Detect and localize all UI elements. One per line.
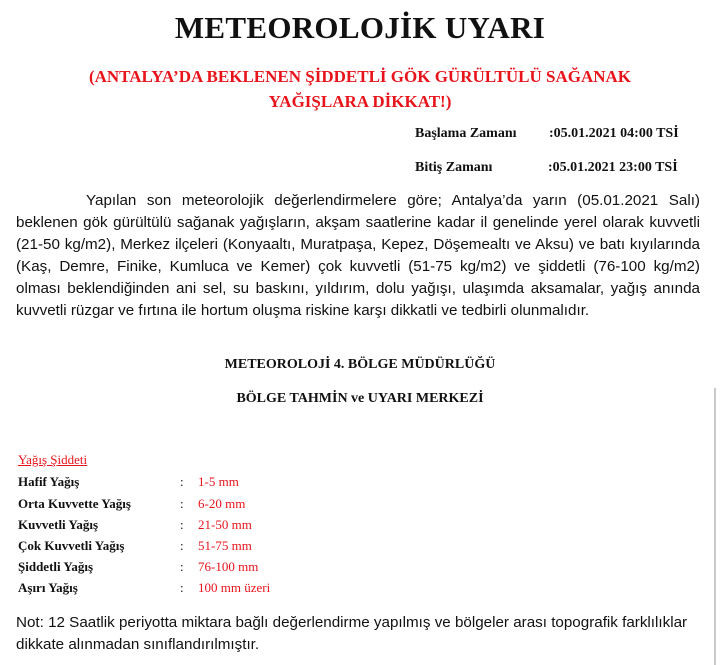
legend-row-name: Kuvvetli Yağış [18,517,99,532]
legend-row-range: 51-75 mm [198,538,252,553]
legend-row-separator: : [180,580,184,595]
legend-row-separator: : [180,559,184,574]
legend-row-name: Çok Kuvvetli Yağış [18,538,125,553]
legend-row-name: Aşırı Yağış [18,580,78,595]
start-time-value: :05.01.2021 04:00 TSİ [549,126,679,141]
warning-subtitle: (ANTALYA’DA BEKLENEN ŞİDDETLİ GÖK GÜRÜLTÜLÜ SAĞANAK YAĞIŞLARA DİKKAT!) [88,67,632,111]
end-time-label: Bitiş Zamanı [415,160,493,175]
organization-department: BÖLGE TAHMİN ve UYARI MERKEZİ [236,391,484,406]
legend-row-range: 100 mm üzeri [198,580,271,595]
legend-row-separator: : [180,496,184,511]
legend-row-range: 21-50 mm [198,517,252,532]
legend-row-range: 6-20 mm [198,496,246,511]
legend-row-name: Şiddetli Yağış [18,559,94,574]
document-title: METEOROLOJİK UYARI [174,10,546,45]
start-time-row [415,126,715,146]
legend-row-separator: : [180,474,184,489]
legend-row [18,496,418,516]
start-time-label: Başlama Zamanı [415,126,517,141]
end-time-row [415,160,715,180]
legend-row-separator: : [180,517,184,532]
warning-body-paragraph: Yapılan son meteorolojik değerlendirmelere göre; Antalya’da yarın (05.01.2021 Salı) beklenen gök gürültülü sağanak yağışların, akşam saatlerine kadar il genelinde yerel olarak kuvvetli (21-50 kg/m2), Merkez ilçeleri (Konyaaltı, Muratpaşa, Kepez, Döşemealtı ve Aksu) ve batı kıyılarında (Kaş, Demre, Finike, Kumluca ve Kemer) çok kuvvetli (51-75 kg/m2) ve şiddetli (76-100 kg/m2) olması beklendiğinden ani sel, su baskını, yıldırım, dolu yağışı, ulaşımda aksamalar, yağış anında kuvvetli rüzgar ve fırtına ile hortum oluşma riskine karşı dikkatli ve tedbirli olunmalıdır. [16,192,700,319]
legend-row [18,559,418,579]
legend-row [18,517,418,537]
footnote: Not: 12 Saatlik periyotta miktara bağlı değerlendirme yapılmış ve bölgeler arası topografik farklılıklar dikkate alınmadan sınıflandırılmıştır. [16,614,688,653]
legend-row-range: 1-5 mm [198,474,239,489]
organization-name: METEOROLOJİ 4. BÖLGE MÜDÜRLÜĞÜ [224,357,496,372]
legend-row-separator: : [180,538,184,553]
legend-row [18,474,418,494]
legend-row-name: Orta Kuvvette Yağış [18,496,131,511]
end-time-value: :05.01.2021 23:00 TSİ [548,160,678,175]
legend-title: Yağış Şiddeti [18,452,88,467]
legend-row [18,580,418,600]
page-edge-divider [714,388,716,665]
legend-row-range: 76-100 mm [198,559,259,574]
legend-row [18,538,418,558]
legend-row-name: Hafif Yağış [18,474,80,489]
